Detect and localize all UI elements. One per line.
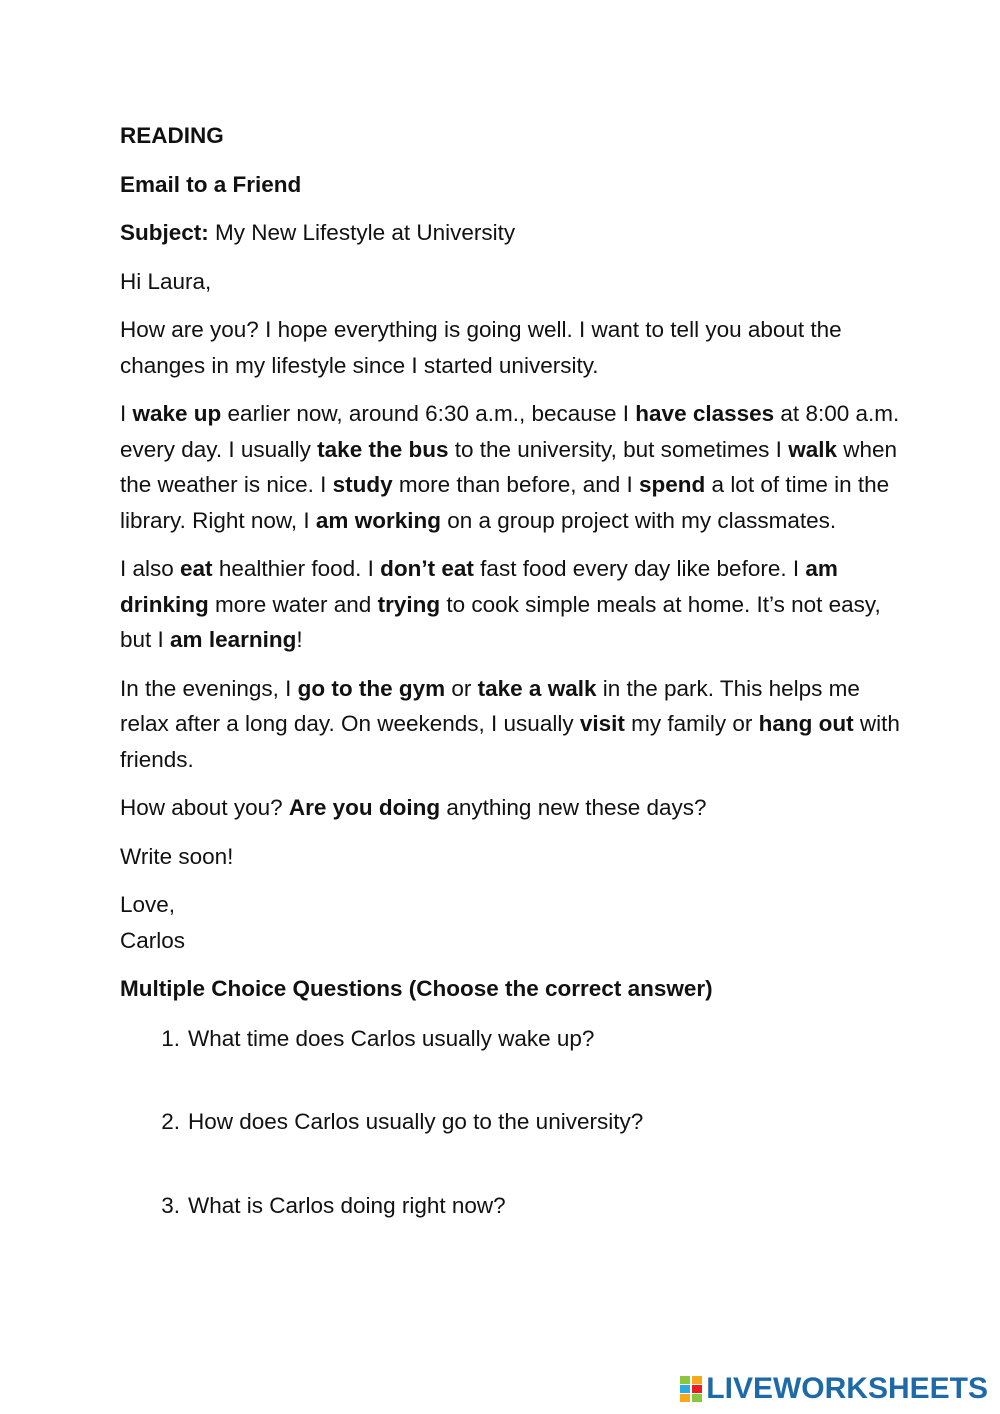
text-segment: my family or [624, 711, 759, 736]
question-number: 2. [161, 1109, 180, 1134]
bold-verb-phrase: Are you doing [288, 795, 441, 820]
question-number: 1. [161, 1025, 180, 1051]
bold-verb-phrase: am drinking [120, 556, 838, 617]
text-segment: with friends. [120, 711, 900, 772]
text-segment: fast food every day like before. I [473, 556, 806, 581]
bold-verb-phrase: eat [180, 556, 213, 581]
paragraph-2 [120, 396, 910, 538]
questions-list [120, 1021, 910, 1224]
subject-label: Subject: [120, 220, 209, 245]
question-number: 3. [161, 1192, 180, 1218]
question-item [120, 1188, 910, 1224]
text-segment: on a group project with my classmates. [440, 507, 837, 533]
closing: Write soon! [120, 843, 234, 869]
signoff [120, 887, 910, 958]
text-segment: earlier now, around 6:30 a.m., because I [221, 401, 636, 426]
bold-verb-phrase: study [332, 472, 393, 497]
paragraph-3 [120, 551, 910, 658]
bold-verb-phrase: don’t eat [380, 556, 474, 581]
bold-verb-phrase: take the bus [317, 436, 449, 462]
bold-verb-phrase: trying [377, 591, 441, 617]
text-segment: to the university, but sometimes I [448, 436, 789, 462]
greeting: Hi Laura, [120, 268, 212, 294]
bold-verb-phrase: spend [639, 472, 706, 497]
bold-verb-phrase: visit [579, 711, 625, 736]
text-segment: anything new these days? [440, 795, 707, 820]
question-text: What time does Carlos usually wake up? [188, 1025, 595, 1051]
signoff-love: Love, [120, 892, 176, 917]
bold-verb-phrase: am learning [170, 627, 297, 652]
text-segment: or [445, 675, 478, 701]
text-segment: a lot of time in the library. Right now, I [120, 472, 890, 533]
paragraph-1: How are you? I hope everything is going well. I want to tell you about the changes in my lifestyle since I started university. [120, 317, 842, 378]
paragraph-4 [120, 671, 910, 778]
brand-text: LIVEWORKSHEETS [706, 1372, 988, 1405]
text-segment: to cook simple meals at home. It’s not easy, but I [120, 591, 881, 652]
liveworksheets-logo-icon [680, 1376, 702, 1402]
subject-line [120, 215, 910, 251]
section-title: READING [120, 123, 224, 148]
text-segment: ! [296, 627, 303, 652]
text-segment: when the weather is nice. I [120, 436, 898, 497]
bold-verb-phrase: hang out [758, 711, 854, 736]
text-segment: more than before, and I [392, 472, 640, 497]
bold-verb-phrase: have classes [635, 401, 775, 426]
signoff-name: Carlos [120, 927, 186, 953]
bold-verb-phrase: am working [315, 507, 441, 533]
worksheet-page [120, 118, 910, 1271]
text-segment: in the park. This helps me relax after a long day. On weekends, I usually [120, 675, 860, 736]
question-text: What is Carlos doing right now? [188, 1192, 506, 1218]
text-segment: at 8:00 a.m. every day. I usually [120, 401, 900, 462]
bold-verb-phrase: go to the gym [297, 675, 446, 701]
subject-text: My New Lifestyle at University [215, 220, 516, 245]
text-segment: In the evenings, I [120, 675, 298, 701]
liveworksheets-brand[interactable] [680, 1372, 988, 1406]
text-segment: healthier food. I [212, 556, 381, 581]
paragraph-5 [120, 790, 910, 826]
question-item [120, 1021, 910, 1057]
questions-title: Multiple Choice Questions (Choose the correct answer) [120, 976, 713, 1001]
text-segment: I also [120, 556, 181, 581]
text-segment: I [120, 401, 133, 426]
email-title: Email to a Friend [120, 171, 302, 197]
bold-verb-phrase: wake up [132, 401, 222, 426]
question-text: How does Carlos usually go to the university? [188, 1109, 644, 1134]
question-item [120, 1104, 910, 1140]
text-segment: more water and [208, 591, 378, 617]
bold-verb-phrase: take a walk [477, 675, 597, 701]
text-segment: How about you? [120, 795, 289, 820]
bold-verb-phrase: walk [788, 436, 837, 462]
